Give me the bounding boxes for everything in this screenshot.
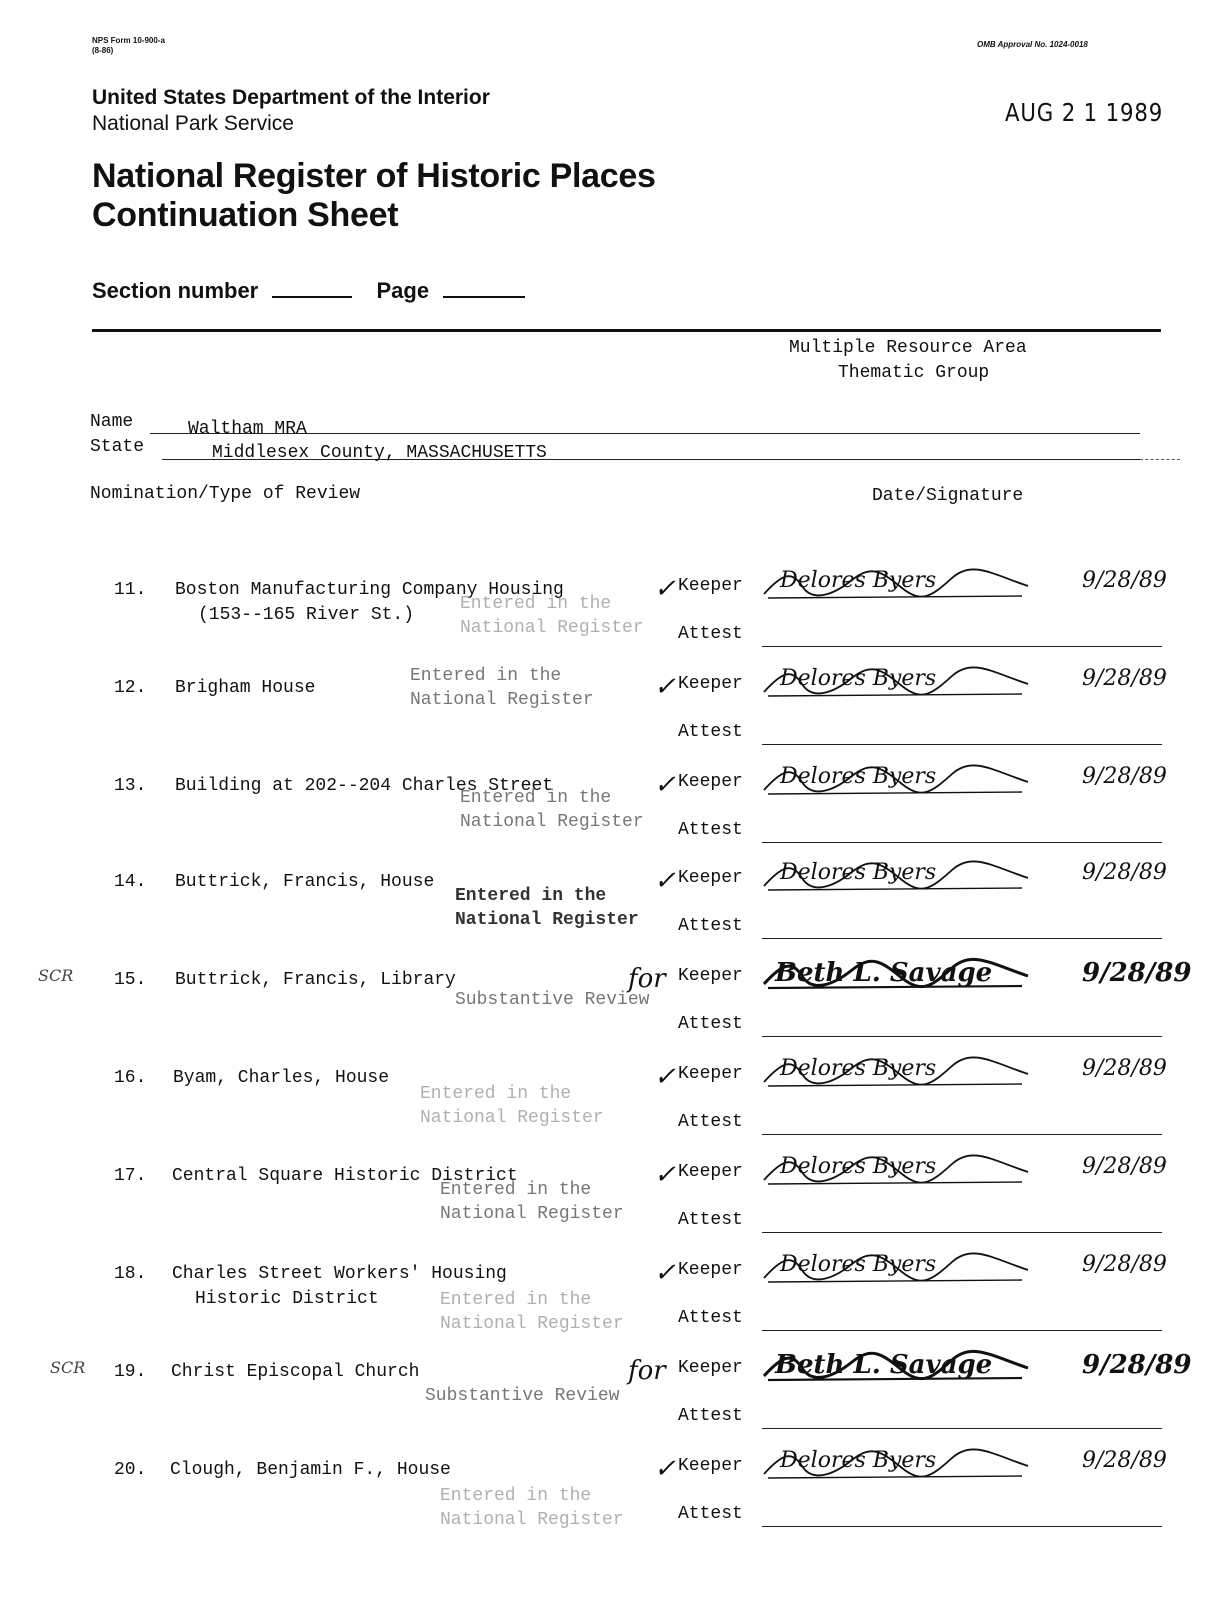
- property-name: Charles Street Workers' Housing: [172, 1264, 507, 1284]
- review-date: 9/28/89: [1082, 958, 1192, 988]
- property-name: Boston Manufacturing Company Housing: [175, 580, 564, 600]
- entry-number: 16.: [114, 1068, 147, 1088]
- check-mark: ✓: [654, 1160, 676, 1190]
- date-signature-column-header: Date/Signature: [872, 486, 1024, 506]
- entry-number: 15.: [114, 970, 147, 990]
- review-stamp-line2: National Register: [440, 1314, 624, 1334]
- entry-number: 19.: [114, 1362, 147, 1382]
- keeper-signature-text: Beth L. Savage: [775, 958, 993, 988]
- review-stamp-line1: Entered in the: [440, 1180, 592, 1200]
- review-stamp: [460, 592, 644, 640]
- review-stamp-line1: Entered in the: [410, 666, 562, 686]
- entry-number: 12.: [114, 678, 147, 698]
- review-date: 9/28/89: [1082, 1252, 1167, 1277]
- attest-signature-line[interactable]: [762, 1232, 1162, 1233]
- name-value: Waltham MRA: [188, 419, 307, 439]
- attest-label: Attest: [678, 1210, 743, 1230]
- review-date: 9/28/89: [1082, 860, 1167, 885]
- attest-signature-line[interactable]: [762, 1526, 1162, 1527]
- review-stamp-line2: National Register: [440, 1204, 624, 1224]
- review-stamp-line2: National Register: [410, 690, 594, 710]
- property-name: Brigham House: [175, 678, 316, 698]
- attest-label: Attest: [678, 1504, 743, 1524]
- property-name-continued: (153--165 River St.): [198, 605, 415, 625]
- keeper-label: Keeper: [678, 674, 743, 694]
- review-stamp-line1: Entered in the: [455, 886, 607, 906]
- section-number-field[interactable]: [272, 278, 352, 298]
- keeper-label: Keeper: [678, 1456, 743, 1476]
- property-name: Byam, Charles, House: [173, 1068, 390, 1088]
- review-stamp-line2: National Register: [440, 1510, 624, 1530]
- review-date: 9/28/89: [1082, 1154, 1167, 1179]
- check-mark: ✓: [654, 672, 676, 702]
- review-stamp-line2: National Register: [455, 910, 639, 930]
- keeper-signature-text: Delores Byers: [780, 860, 937, 885]
- property-name-continued: Historic District: [195, 1289, 379, 1309]
- check-mark: ✓: [654, 1454, 676, 1484]
- review-stamp-line2: National Register: [460, 812, 644, 832]
- property-name: Clough, Benjamin F., House: [170, 1460, 451, 1480]
- check-mark: ✓: [654, 866, 676, 896]
- attest-label: Attest: [678, 624, 743, 644]
- entry-number: 20.: [114, 1460, 147, 1480]
- attest-label: Attest: [678, 722, 743, 742]
- keeper-signature-text: Delores Byers: [780, 568, 937, 593]
- check-mark: ✓: [654, 574, 676, 604]
- review-stamp: [420, 1082, 604, 1130]
- keeper-label: Keeper: [678, 966, 743, 986]
- attest-label: Attest: [678, 1406, 743, 1426]
- attest-signature-line[interactable]: [762, 744, 1162, 745]
- form-number: NPS Form 10-900-a: [92, 36, 165, 45]
- property-name: Buttrick, Francis, House: [175, 872, 435, 892]
- attest-label: Attest: [678, 916, 743, 936]
- attest-label: Attest: [678, 1014, 743, 1034]
- entry-number: 14.: [114, 872, 147, 892]
- keeper-signature-text: Delores Byers: [780, 1154, 937, 1179]
- review-stamp-line1: Entered in the: [460, 788, 612, 808]
- form-revision: (8-86): [92, 46, 114, 55]
- attest-signature-line[interactable]: [762, 1036, 1162, 1037]
- keeper-signature-text: Delores Byers: [780, 1448, 937, 1473]
- property-name: Buttrick, Francis, Library: [175, 970, 456, 990]
- review-date: 9/28/89: [1082, 764, 1167, 789]
- review-date: 9/28/89: [1082, 666, 1167, 691]
- review-date: 9/28/89: [1082, 1448, 1167, 1473]
- review-stamp-line2: National Register: [420, 1108, 604, 1128]
- for-notation: for: [628, 964, 666, 994]
- keeper-signature-text: Beth L. Savage: [775, 1350, 993, 1380]
- review-stamp: [410, 664, 594, 712]
- review-stamp: [460, 786, 644, 834]
- check-mark: ✓: [654, 770, 676, 800]
- entry-number: 13.: [114, 776, 147, 796]
- review-stamp-line1: Substantive Review: [455, 990, 650, 1010]
- property-name: Building at 202--204 Charles Street: [175, 776, 554, 796]
- review-date: 9/28/89: [1082, 1056, 1167, 1081]
- attest-signature-line[interactable]: [762, 1134, 1162, 1135]
- page-label: Page: [376, 278, 430, 303]
- property-name: Christ Episcopal Church: [171, 1362, 420, 1382]
- department-name: United States Department of the Interior: [92, 86, 490, 109]
- review-stamp: [455, 884, 639, 932]
- review-stamp-line1: Entered in the: [420, 1084, 572, 1104]
- keeper-label: Keeper: [678, 1162, 743, 1182]
- attest-signature-line[interactable]: [762, 938, 1162, 939]
- name-line: [150, 433, 1140, 434]
- review-stamp: [440, 1178, 624, 1226]
- group-type-line2: Thematic Group: [838, 363, 990, 383]
- review-stamp: [455, 988, 649, 1012]
- margin-notation: SCR: [50, 1358, 86, 1377]
- keeper-signature-text: Delores Byers: [780, 764, 937, 789]
- keeper-signature-text: Delores Byers: [780, 1252, 937, 1277]
- check-mark: ✓: [654, 1258, 676, 1288]
- state-label: State: [90, 437, 145, 457]
- keeper-signature-text: Delores Byers: [780, 1056, 937, 1081]
- section-number-label: Section number: [92, 278, 259, 303]
- keeper-label: Keeper: [678, 772, 743, 792]
- keeper-label: Keeper: [678, 1260, 743, 1280]
- review-stamp-line2: National Register: [460, 618, 644, 638]
- received-date-stamp: AUG 2 1 1989: [1005, 98, 1164, 127]
- state-line-dashed: [1140, 459, 1180, 460]
- keeper-label: Keeper: [678, 1064, 743, 1084]
- state-value: Middlesex County, MASSACHUSETTS: [212, 443, 547, 463]
- keeper-label: Keeper: [678, 868, 743, 888]
- group-type-line1: Multiple Resource Area: [789, 338, 1027, 358]
- review-stamp: [440, 1484, 624, 1532]
- entry-number: 11.: [114, 580, 147, 600]
- attest-signature-line[interactable]: [762, 1330, 1162, 1331]
- attest-signature-line[interactable]: [762, 842, 1162, 843]
- attest-signature-line[interactable]: [762, 1428, 1162, 1429]
- review-date: 9/28/89: [1082, 568, 1167, 593]
- service-name: National Park Service: [92, 112, 294, 135]
- review-stamp: [425, 1384, 619, 1408]
- review-stamp-line1: Entered in the: [440, 1486, 592, 1506]
- entry-number: 18.: [114, 1264, 147, 1284]
- section-page-line: [92, 278, 525, 304]
- name-label: Name: [90, 412, 134, 432]
- review-stamp-line1: Entered in the: [460, 594, 612, 614]
- state-line: [162, 459, 1140, 460]
- for-notation: for: [628, 1356, 666, 1386]
- attest-label: Attest: [678, 1308, 743, 1328]
- review-stamp: [440, 1288, 624, 1336]
- keeper-signature-text: Delores Byers: [780, 666, 937, 691]
- keeper-label: Keeper: [678, 1358, 743, 1378]
- attest-signature-line[interactable]: [762, 646, 1162, 647]
- margin-notation: SCR: [38, 966, 74, 985]
- attest-label: Attest: [678, 1112, 743, 1132]
- keeper-label: Keeper: [678, 576, 743, 596]
- check-mark: ✓: [654, 1062, 676, 1092]
- form-subtitle: Continuation Sheet: [92, 196, 399, 234]
- entry-number: 17.: [114, 1166, 147, 1186]
- review-stamp-line1: Entered in the: [440, 1290, 592, 1310]
- page-field[interactable]: [443, 278, 525, 298]
- form-title: National Register of Historic Places: [92, 157, 656, 195]
- nomination-column-header: Nomination/Type of Review: [90, 484, 361, 504]
- attest-label: Attest: [678, 820, 743, 840]
- header-rule: [92, 329, 1161, 332]
- property-name: Central Square Historic District: [172, 1166, 518, 1186]
- review-stamp-line1: Substantive Review: [425, 1386, 620, 1406]
- omb-approval: OMB Approval No. 1024-0018: [977, 40, 1088, 49]
- review-date: 9/28/89: [1082, 1350, 1192, 1380]
- form-id: [92, 36, 165, 56]
